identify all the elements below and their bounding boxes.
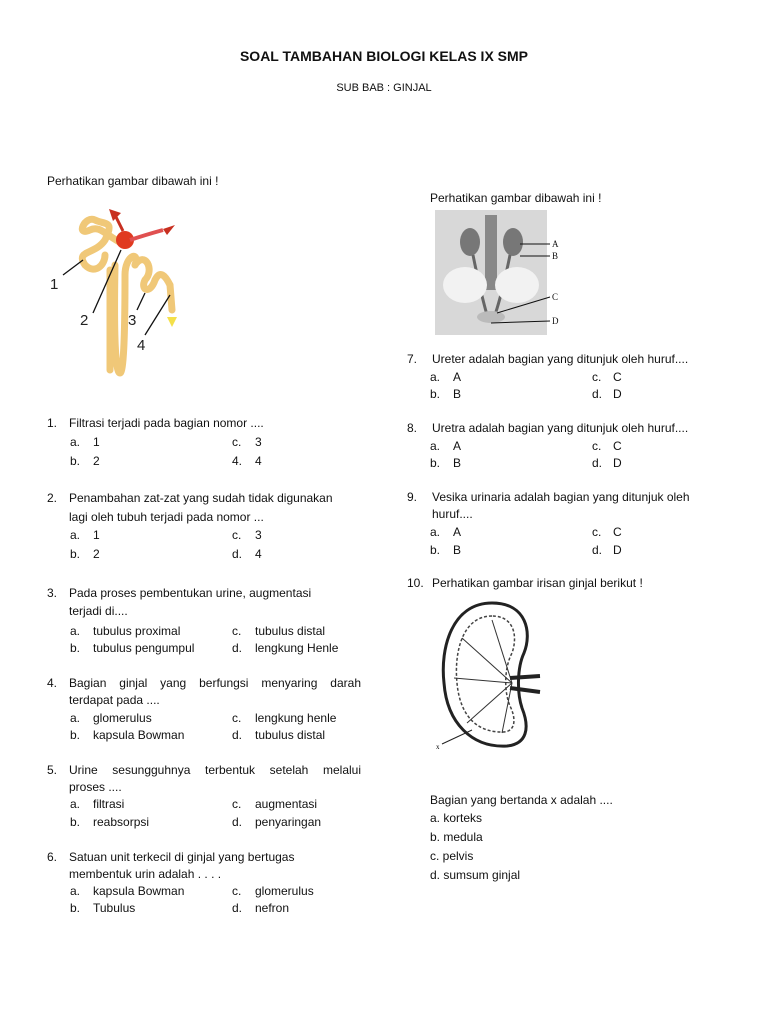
q10-prompt: Bagian yang bertanda x adalah ....	[430, 793, 613, 807]
option-letter: d.	[232, 815, 243, 829]
question-text: Satuan unit terkecil di ginjal yang bertugas	[69, 850, 295, 864]
figure-label-2: 2	[80, 312, 89, 329]
option-text: kapsula Bowman	[93, 884, 185, 898]
option-text: D	[613, 543, 622, 557]
question-number: 1.	[47, 416, 58, 430]
urinary-system-figure	[435, 210, 570, 335]
option-letter: c.	[592, 525, 602, 539]
option-letter: b.	[70, 547, 81, 561]
question-text: Bagian ginjal yang berfungsi menyaring darah	[69, 676, 361, 690]
question-text: Urine sesungguhnya terbentuk setelah melalui	[69, 763, 361, 777]
option-text: filtrasi	[93, 797, 125, 811]
question-text: terdapat pada ....	[69, 693, 160, 707]
figure-label-a: A	[552, 239, 559, 249]
option-text: lengkung henle	[255, 711, 337, 725]
question-text: proses ....	[69, 780, 122, 794]
option-text: D	[613, 387, 622, 401]
option-text: lengkung Henle	[255, 641, 339, 655]
option-text: 4	[255, 454, 262, 468]
figure-label-4: 4	[137, 337, 146, 354]
option-letter: d.	[592, 543, 603, 557]
question-text: Pada proses pembentukan urine, augmentasi	[69, 586, 312, 600]
option-text: A	[453, 525, 462, 539]
option-text: 2	[93, 454, 100, 468]
question-text: lagi oleh tubuh terjadi pada nomor ...	[69, 510, 264, 524]
option-letter: b.	[70, 901, 81, 915]
question-number: 3.	[47, 586, 58, 600]
option-text: B	[453, 387, 462, 401]
option-letter: a.	[430, 370, 441, 384]
option-text: B	[453, 543, 462, 557]
option-letter: c.	[232, 624, 242, 638]
option-text: A	[453, 370, 462, 384]
option-letter: b.	[70, 454, 81, 468]
option-letter: a.	[70, 711, 81, 725]
option-letter: d.	[232, 901, 243, 915]
option-text: nefron	[255, 901, 290, 915]
question-number: 6.	[47, 850, 58, 864]
page-title: SOAL TAMBAHAN BIOLOGI KELAS IX SMP	[239, 48, 529, 64]
option-letter: b.	[430, 387, 441, 401]
figure-label-c: C	[552, 292, 559, 302]
page-subtitle: SUB BAB : GINJAL	[336, 82, 432, 94]
option-letter: b.	[430, 456, 441, 470]
question-number: 8.	[407, 421, 418, 435]
option-letter: d.	[232, 547, 243, 561]
option-letter: b.	[70, 641, 81, 655]
option-text: tubulus pengumpul	[93, 641, 195, 655]
option-letter: c.	[232, 711, 242, 725]
option-letter: a.	[70, 884, 81, 898]
right-instruction: Perhatikan gambar dibawah ini !	[430, 191, 602, 205]
option-text: 1	[93, 435, 100, 449]
kidney-label-x: x	[436, 743, 440, 751]
question-number: 9.	[407, 490, 418, 504]
option-letter: a.	[70, 528, 81, 542]
figure-label-3: 3	[128, 312, 137, 329]
option-text: 3	[255, 528, 262, 542]
question-text: Filtrasi terjadi pada bagian nomor ....	[69, 416, 264, 430]
option-letter: b.	[70, 728, 81, 742]
kidney-section-figure	[432, 598, 544, 753]
question-number: 10.	[407, 576, 424, 590]
question-text: Ureter adalah bagian yang ditunjuk oleh huruf....	[432, 352, 689, 366]
option-text: tubulus distal	[255, 728, 326, 742]
option-letter: b.	[430, 543, 441, 557]
q10-option-a: a. korteks	[430, 811, 483, 825]
option-letter: 4.	[232, 454, 243, 468]
question-number: 7.	[407, 352, 418, 366]
option-text: C	[613, 439, 622, 453]
option-text: kapsula Bowman	[93, 728, 185, 742]
option-letter: c.	[232, 528, 242, 542]
option-letter: c.	[232, 884, 242, 898]
option-letter: a.	[70, 624, 81, 638]
question-text: Uretra adalah bagian yang ditunjuk oleh huruf....	[432, 421, 689, 435]
option-letter: b.	[70, 815, 81, 829]
option-letter: a.	[70, 797, 81, 811]
question-number: 2.	[47, 491, 58, 505]
option-letter: d.	[592, 387, 603, 401]
option-text: penyaringan	[255, 815, 322, 829]
option-text: 4	[255, 547, 262, 561]
option-text: glomerulus	[255, 884, 314, 898]
option-text: D	[613, 456, 622, 470]
option-letter: a.	[70, 435, 81, 449]
option-letter: d.	[232, 641, 243, 655]
question-number: 5.	[47, 763, 58, 777]
option-text: augmentasi	[255, 797, 318, 811]
option-text: C	[613, 370, 622, 384]
question-text: Penambahan zat-zat yang sudah tidak digunakan	[69, 491, 333, 505]
option-text: C	[613, 525, 622, 539]
option-text: 2	[93, 547, 100, 561]
option-text: 3	[255, 435, 262, 449]
option-text: B	[453, 456, 462, 470]
figure-label-d: D	[552, 316, 559, 326]
option-letter: c.	[592, 370, 602, 384]
option-text: Tubulus	[93, 901, 136, 915]
option-letter: d.	[232, 728, 243, 742]
q10-option-d: d. sumsum ginjal	[430, 868, 521, 882]
option-text: reabsorpsi	[93, 815, 150, 829]
option-letter: a.	[430, 439, 441, 453]
option-letter: d.	[592, 456, 603, 470]
question-text: Perhatikan gambar irisan ginjal berikut !	[432, 576, 643, 590]
question-text: Vesika urinaria adalah bagian yang ditunjuk oleh	[432, 490, 690, 504]
option-letter: c.	[592, 439, 602, 453]
figure-label-b: B	[552, 251, 559, 261]
option-text: glomerulus	[93, 711, 152, 725]
q10-option-b: b. medula	[430, 830, 483, 844]
option-text: tubulus proximal	[93, 624, 181, 638]
option-text: A	[453, 439, 462, 453]
left-instruction: Perhatikan gambar dibawah ini !	[47, 174, 219, 188]
option-text: tubulus distal	[255, 624, 326, 638]
q10-option-c: c. pelvis	[430, 849, 474, 863]
nephron-figure	[45, 195, 195, 380]
option-text: 1	[93, 528, 100, 542]
figure-label-1: 1	[50, 276, 59, 293]
question-text: huruf....	[432, 507, 473, 521]
option-letter: a.	[430, 525, 441, 539]
option-letter: c.	[232, 435, 242, 449]
question-text: membentuk urin adalah . . . .	[69, 867, 222, 881]
option-letter: c.	[232, 797, 242, 811]
question-text: terjadi di....	[69, 604, 128, 618]
question-number: 4.	[47, 676, 58, 690]
